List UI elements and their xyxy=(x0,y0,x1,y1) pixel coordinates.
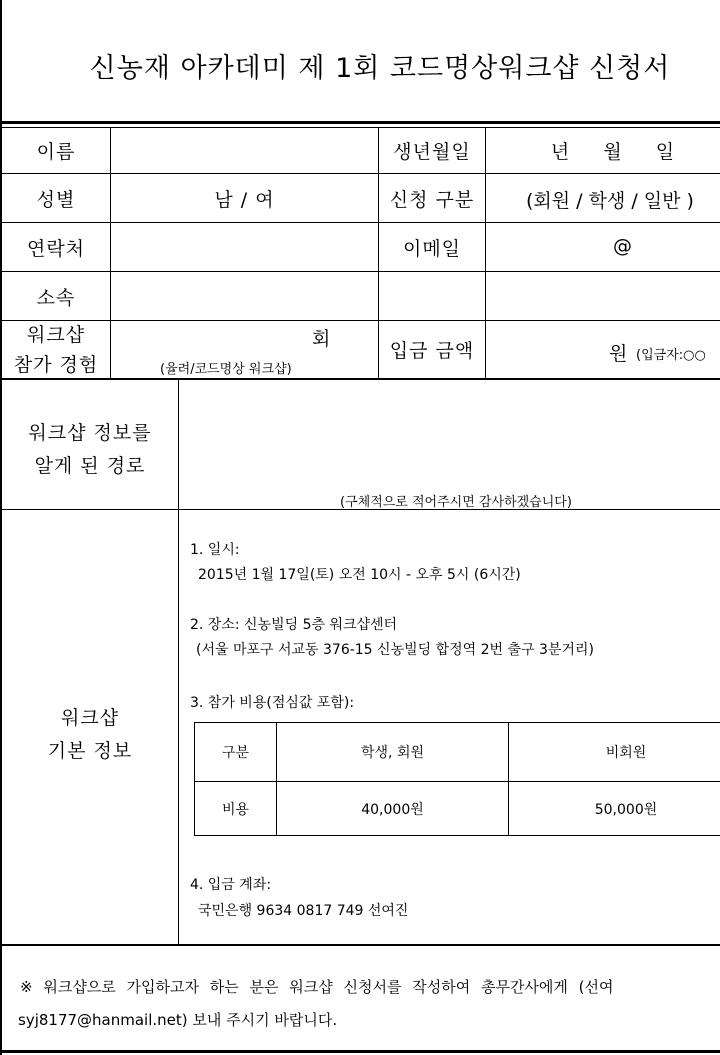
email-label: 이메일 xyxy=(402,237,462,260)
birth-label: 생년월일 xyxy=(393,141,471,163)
birth-field[interactable]: 년 월 일 xyxy=(550,141,676,163)
application-type-label: 신청 구분 xyxy=(389,188,475,211)
payment-amount-field[interactable]: 원 xyxy=(609,343,629,365)
info-item2-title: 2. 장소: 신농빌딩 5층 워크샵센터 xyxy=(190,617,398,633)
payment-depositor-note: (입금자:○○ xyxy=(636,348,706,363)
fee-table-bottom xyxy=(194,835,720,836)
affiliation-label: 소속 xyxy=(36,286,76,309)
info-item2-detail: (서울 마포구 서교동 376-15 신농빌딩 합정역 2번 출구 3분거리) xyxy=(196,642,594,658)
info-item4-title: 4. 입금 계좌: xyxy=(190,877,272,893)
route-label-line1: 워크샵 정보를 xyxy=(28,422,152,444)
payment-label: 입금 금액 xyxy=(389,340,475,362)
page-title: 신농재 아카데미 제 1회 코드명상워크샵 신청서 xyxy=(89,52,671,84)
name-label: 이름 xyxy=(36,141,76,163)
info-label-line2: 기본 정보 xyxy=(47,740,133,762)
info-item3-title: 3. 참가 비용(점심값 포함): xyxy=(190,695,355,711)
contact-label: 연락처 xyxy=(26,237,86,260)
title-divider-thick xyxy=(0,121,720,124)
application-type-field[interactable]: (회원 / 학생 / 일반 ) xyxy=(526,190,694,212)
bottom-border xyxy=(0,1050,720,1053)
experience-label-line2: 참가 경험 xyxy=(13,354,99,376)
route-field[interactable] xyxy=(180,382,720,490)
fee-header-category: 구분 xyxy=(221,745,250,761)
info-label-line1: 워크샵 xyxy=(60,707,120,729)
footer-line1: ※ 워크샵으로 가입하고자 하는 분은 워크샵 신청서를 작성하여 총무간사에게 (선여 xyxy=(20,978,614,996)
info-item4-detail: 국민은행 9634 0817 749 선여진 xyxy=(198,903,409,919)
contact-field[interactable] xyxy=(111,223,378,271)
experience-note: (율려/코드명상 워크샵) xyxy=(160,362,292,377)
experience-label-line1: 워크샵 xyxy=(26,324,86,346)
section-col-line xyxy=(178,380,179,945)
affiliation-field[interactable] xyxy=(111,272,378,320)
fee-member-amount: 40,000원 xyxy=(361,801,424,818)
fee-table xyxy=(194,722,720,836)
experience-count-field[interactable]: 회 xyxy=(312,328,332,350)
gender-field[interactable]: 남 / 여 xyxy=(214,188,275,211)
fee-header-member: 학생, 회원 xyxy=(361,745,424,761)
info-item1-detail: 2015년 1월 17일(토) 오전 10시 - 오후 5시 (6시간) xyxy=(198,567,521,583)
route-note: (구체적으로 적어주시면 감사하겠습니다) xyxy=(340,495,572,510)
fee-header-nonmember: 비회원 xyxy=(605,745,647,761)
footer-top-line xyxy=(0,944,720,946)
info-item1-title: 1. 일시: xyxy=(190,542,240,558)
route-label-line2: 알게 된 경로 xyxy=(34,455,146,477)
name-field[interactable] xyxy=(111,128,378,173)
footer-line2: syj8177@hanmail.net) 보내 주시기 바랍니다. xyxy=(18,1011,338,1029)
gender-label: 성별 xyxy=(36,188,76,211)
affiliation-empty-cell xyxy=(379,272,485,320)
email-field[interactable]: @ xyxy=(613,235,633,257)
fee-nonmember-amount: 50,000원 xyxy=(594,801,658,818)
fee-row-label: 비용 xyxy=(221,801,250,818)
